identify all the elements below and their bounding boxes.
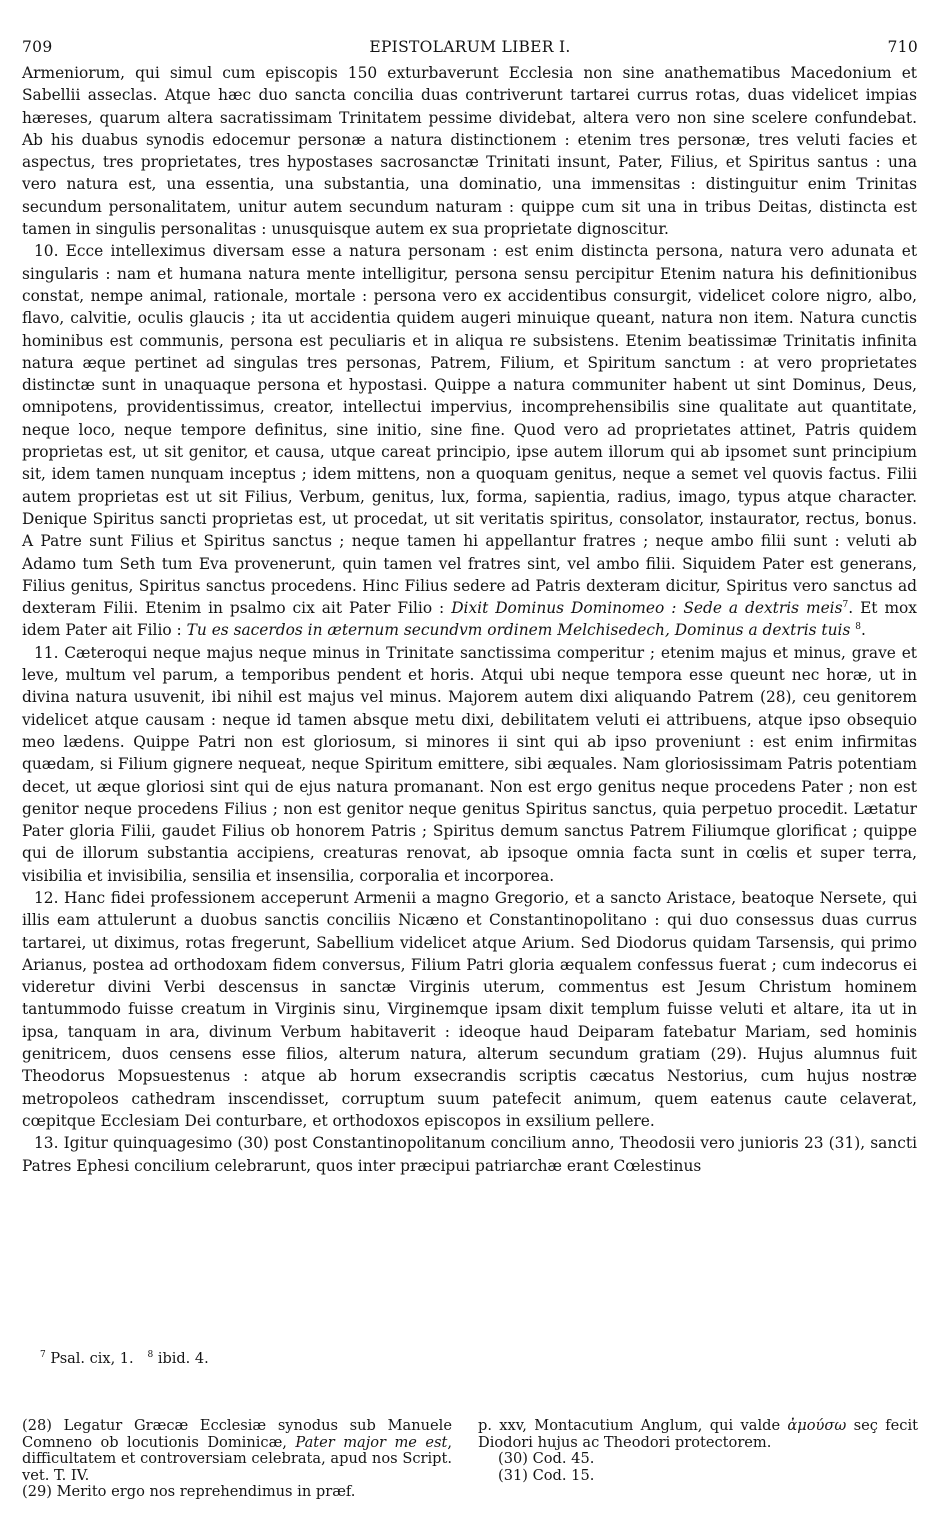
- footnote-29: (29) Merito ergo nos reprehendimus in præf.: [22, 1483, 356, 1500]
- footnote-ref-8: 8: [855, 622, 861, 633]
- ref-number-8: 8: [147, 1350, 154, 1360]
- footnote-28: [22, 1418, 452, 1484]
- paragraph-13: 13. Igitur quinquagesimo (30) post Constantinopolitanum concilium anno, Theodosii vero junioris 23 (31), sancti Patres Ephesi concilium celebrarunt, quos inter præcipui patriarchæ erant Cœlestinus: [22, 1134, 917, 1175]
- main-text: [22, 62, 917, 1177]
- footnote-28-text: (28) Legatur Græcæ Ecclesiæ synodus sub Manuele Comneno ob locutionis Dominicæ,: [22, 1417, 452, 1451]
- paragraph-11: 11. Cæteroqui neque majus neque minus in Trinitate sanctissima comperitur ; etenim majus et minus, grave et leve, multum vel parum, a temporibus pendent et horis. Atqui ubi neque tempora esse queunt nec horæ, ut in divina natura usuvenit, ibi nihil est majus vel minus. Majorem autem dixi aliquando Patrem (28), ceu genitorem videlicet atque causam : neque id tamen absque metu dixi, debilitatem veluti ei attribuens, atque ipso obsequio meo lædens. Quippe Patri non est gloriosum, si minores ii sint qui ab ipso proveniunt : est enim infirmitas quædam, si Filium gignere nequeat, neque Spiritum emittere, sibi æquales. Nam gloriosissimam Patris potentiam decet, ut æque gloriosi sint qui de ejus natura promanant. Non est ergo genitus neque procedens Pater ; non est genitor neque procedens Filius ; non est genitor neque genitus Spiritus sanctus, quia perpetuo procedit. Lætatur Pater gloria Filii, gaudet Filius ob honorem Patris ; Spiritus demum sanctus Patrem Filiumque glorificat ; quippe qui de illorum substantia accipiens, creaturas renovat, ab ipsoque omnia facta sunt in cœlis et super terra, visibilia et invisibilia, sensilia et insensilia, corporalia et incorporea.: [22, 643, 917, 885]
- footnote-ref-7: 7: [842, 600, 849, 611]
- running-title: EPISTOLARUM LIBER I.: [369, 38, 571, 56]
- paragraph-continued: Armeniorum, qui simul cum episcopis 150 exturbaverunt Ecclesia non sine anathematibus Macedonium et Sabellii asseclas. Atque hæc duo sancta concilia duas contriverunt tartarei currus rotas, duas videlicet impias hæreses, quarum altera sacratissimam Trinitatem pessime dividebat, altera vero non sine scelere confundebat. Ab his duabus synodis edocemur personæ a natura distinctionem : etenim tres personæ, tres veluti facies et aspectus, tres proprietates, tres hypostases sacrosanctæ Trinitati insunt, Pater, Filius, et Spiritus santus : una vero natura est, una essentia, una substantia, una dominatio, una immensitas : distinguitur enim Trinitas secundum personalitatem, unitur autem secundum naturam : quippe cum sit una in tribus Deitas, distincta est tamen in singulis personalitas : unusquisque autem ex sua proprietate dignoscitur.: [22, 64, 917, 239]
- psalm-quote-2: Tu es sacerdos in æternum secundvm ordinem Melchisedech, Dominus a dextris tuis: [186, 621, 851, 640]
- paragraph-10-mid: . Et mox idem Pater ait Filio :: [22, 599, 917, 640]
- ref-text-7: Psal. cix, 1.: [50, 1351, 134, 1367]
- footnotes-left-column: [22, 1418, 452, 1501]
- paragraph-10-text: 10. Ecce intelleximus diversam esse a natura personam : est enim distincta persona, natura vero adunata et singularis : nam et humana natura mente intelligitur, persona sensu percipitur Etenim natura his definitionibus constat, nempe animal, rationale, mortale : persona vero ex accidentibus consurgit, videlicet colore nigro, albo, flavo, calvitie, oculis glaucis ; ita ut accidentia quidem augeri minuique queant, natura non item. Natura cunctis hominibus est communis, persona est peculiaris et in aliqua re subsistens. Etenim beatissimæ Trinitatis infinita natura æque pertinet ad singulas tres personas, Patrem, Filium, et Spiritum sanctum : at vero proprietates distinctæ sunt in unaquaque persona et hypostasi. Quippe a natura communiter habent ut sint Dominus, Deus, omnipotens, providentissimus, creator, intellectui impervius, incomprehensibilis sine qualitate aut quantitate, neque loco, neque tempore definitus, sine initio, sine fine. Quod vero ad proprietates attinet, Patris quidem proprietas est, ut sit genitor, et causa, utque careat principio, ipse autem illorum qui ab ipsomet sunt principium sit, idem tamen nunquam inceptus ; idem mittens, non a quoquam genitus, neque a semet vel quovis factus. Filii autem proprietas est ut sit Filius, Verbum, genitus, lux, forma, sapientia, radius, imago, typus atque character. Denique Spiritus sancti proprietas est, ut procedat, ut sit veritatis spiritus, consolator, instaurator, rectus, bonus. A Patre sunt Filius et Spiritus sanctus ; neque tamen hi appellantur fratres ; neque ambo filii sunt : veluti ab Adamo tum Seth tum Eva provenerunt, quin tamen vel fratres sint, vel ambo filii. Siquidem Pater est generans, Filius genitus, Spiritus sanctus procedens. Hinc Filius sedere ad Patris dexteram dicitur, Spiritus vero sanctus ad dexteram Filii. Etenim in psalmo cix ait Pater Filio :: [22, 242, 917, 618]
- paragraph-12: 12. Hanc fidei professionem acceperunt Armenii a magno Gregorio, et a sancto Aristace, beatoque Nersete, qui illis eam attulerunt a duobus sanctis conciliis Nicæno et Constantinopolitano : qui duo consessus duas currus tartarei, ut diximus, rotas fregerunt, Sabellium videlicet atque Arium. Sed Diodorus quidam Tarsensis, qui primo Arianus, postea ad orthodoxam fidem conversus, Filium Patri gloria æqualem confessus fuerat ; cum indecorus ei videretur divini Verbi descensus in sanctæ Virginis uterum, commentus est Jesum Christum hominem tantummodo fuisse creatum in Virginis sinu, Virginemque ipsam dixit templum fuisse veluti et altare, ita ut in ipsa, tanquam in ara, divinum Verbum habitaverit : ideoque haud Deiparam fatebatur Mariam, sed hominis genitricem, duos censens esse filios, alterum natura, alterum secundum gratiam (29). Hujus alumnus fuit Theodorus Mopsuestenus : atque ab horum exsecrandis scriptis cæcatus Nestorius, cum hujus nostræ metropoleos cathedram inscendisset, corruptum suum patefecit animum, quem eatenus caute celaverat, cœpitque Ecclesiam Dei conturbare, et orthodoxos episcopos in exsilium pellere.: [22, 888, 917, 1130]
- running-header: [22, 38, 918, 58]
- footnote-30: (30) Cod. 45.: [498, 1450, 595, 1467]
- footnote-28-quote: Pater major me est: [295, 1433, 448, 1451]
- paragraph-10-end: .: [861, 621, 866, 640]
- psalm-quote-1: Dixit Dominus Dominomeo : Sede a dextris meis: [451, 599, 843, 618]
- footnote-29-greek: ἀμούσω: [787, 1417, 847, 1434]
- footnotes-right-column: [478, 1418, 918, 1484]
- ref-number-7: 7: [40, 1350, 46, 1360]
- paragraph-10: [22, 240, 917, 641]
- page-number-left: 709: [22, 38, 53, 56]
- footnote-29-continued: [478, 1418, 918, 1451]
- footnote-29-cont-text: p. xxv, Montacutium Anglum, qui valde: [478, 1417, 781, 1434]
- ref-text-8: ibid. 4.: [157, 1351, 209, 1367]
- footnote-29-cont-tail: seç fecit Diodori hujus ac Theodori protectorem.: [478, 1417, 918, 1451]
- footnote-28-tail: , difficultatem et controversiam celebrata, apud nos Script. vet. T. IV.: [22, 1433, 453, 1484]
- footnote-31: (31) Cod. 15.: [498, 1466, 595, 1484]
- scripture-references: [40, 1351, 209, 1367]
- page-number-right: 710: [887, 38, 918, 56]
